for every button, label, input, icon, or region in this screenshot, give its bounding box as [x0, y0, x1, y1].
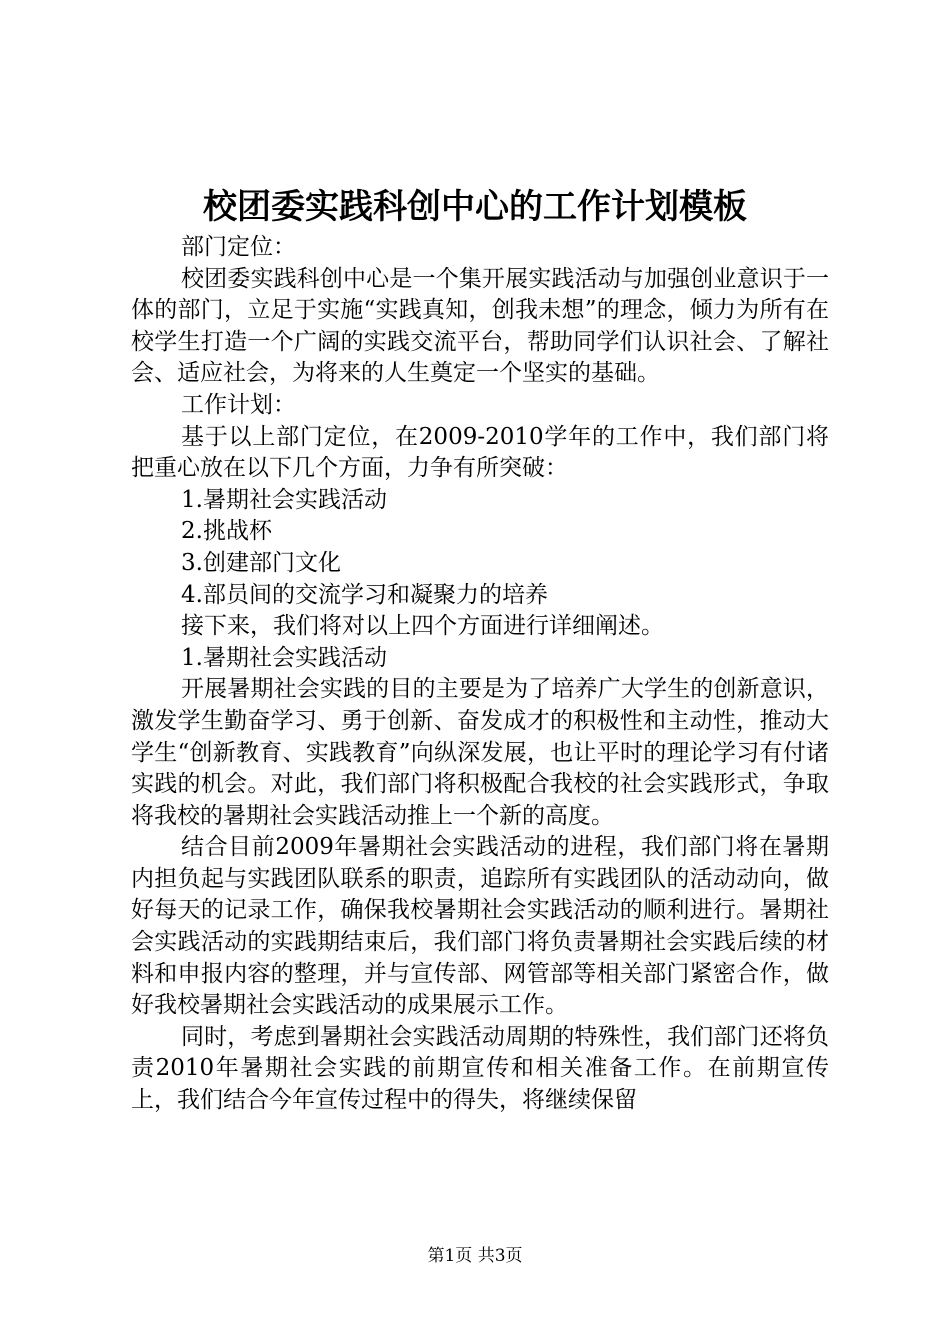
list-item-2: 2.挑战杯	[181, 518, 272, 545]
paragraph-summer-purpose: 开展暑期社会实践的目的主要是为了培养广大学生的创新意识，激发学生勤奋学习、勇于创新、奋发成才的积极性和主动性，推动大学生“创新教育、实践教育”向纵深发展，也让平时的理论学习有付诸实践的机会。对此，我们部门将积极配合我校的社会实践形式，争取将我校的暑期社会实践活动推上一个新的高度。	[131, 676, 829, 829]
paragraph-transition: 接下来，我们将对以上四个方面进行详细阐述。	[181, 613, 664, 640]
paragraph-summer-next-year: 同时，考虑到暑期社会实践活动周期的特殊性，我们部门还将负责2010年暑期社会实践的前期宣传和相关准备工作。在前期宣传上，我们结合今年宣传过程中的得失，将继续保留	[131, 1023, 829, 1114]
document-body	[131, 232, 829, 1117]
subsection-heading-summer: 1.暑期社会实践活动	[181, 644, 387, 671]
list-item-3: 3.创建部门文化	[181, 549, 341, 576]
page-footer: 第1页 共3页	[427, 1246, 523, 1266]
list-item-1: 1.暑期社会实践活动	[181, 486, 387, 513]
section-heading-plan: 工作计划：	[181, 391, 296, 418]
document-title: 校团委实践科创中心的工作计划模板	[203, 187, 747, 227]
section-heading-positioning: 部门定位：	[181, 234, 296, 260]
paragraph-positioning: 校团委实践科创中心是一个集开展实践活动与加强创业意识于一体的部门，立足于实施“实践真知，创我未想”的理念，倾力为所有在校学生打造一个广阔的实践交流平台，帮助同学们认识社会、了解社会、适应社会，为将来的人生奠定一个坚实的基础。	[131, 265, 829, 387]
paragraph-plan-intro: 基于以上部门定位，在2009-2010学年的工作中，我们部门将把重心放在以下几个方面，力争有所突破：	[131, 423, 829, 482]
list-item-4: 4.部员间的交流学习和凝聚力的培养	[181, 581, 548, 608]
paragraph-summer-progress: 结合目前2009年暑期社会实践活动的进程，我们部门将在暑期内担负起与实践团队联系的职责，追踪所有实践团队的活动动向，做好每天的记录工作，确保我校暑期社会实践活动的顺利进行。暑期社会实践活动的实践期结束后，我们部门将负责暑期社会实践后续的材料和申报内容的整理，并与宣传部、网管部等相关部门紧密合作，做好我校暑期社会实践活动的成果展示工作。	[131, 834, 829, 1019]
